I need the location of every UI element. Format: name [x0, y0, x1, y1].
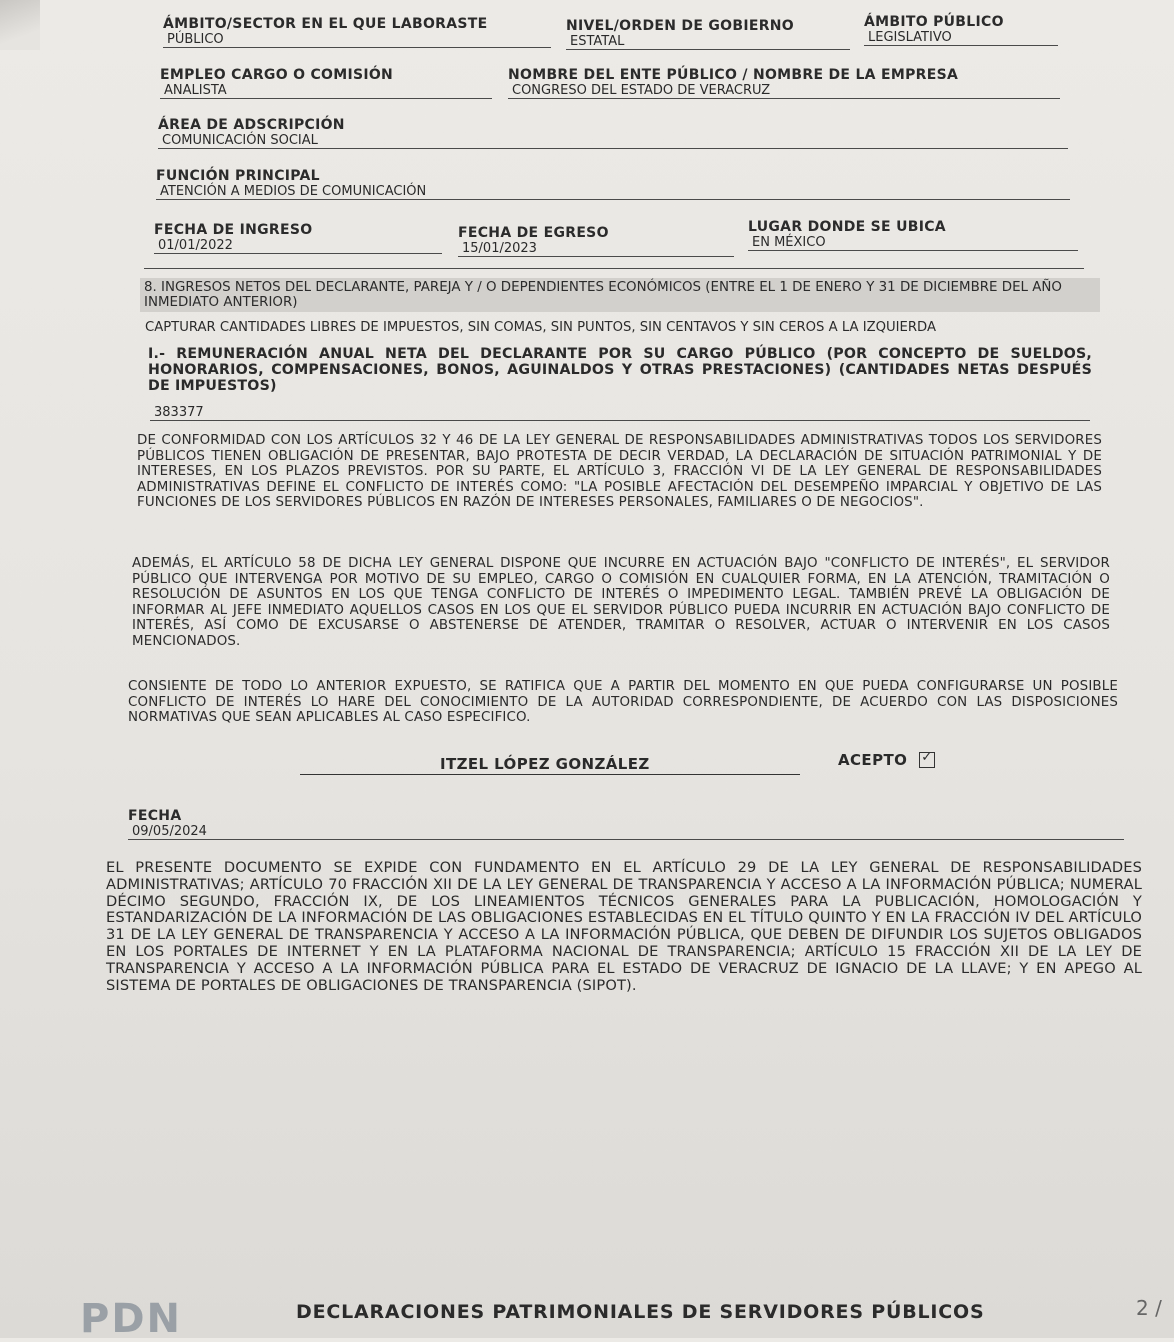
page-fold [0, 0, 40, 50]
field-funcion-principal [156, 168, 1070, 200]
paragraph-ratificacion: CONSIENTE DE TODO LO ANTERIOR EXPUESTO, SE RATIFICA QUE A PARTIR DEL MOMENTO EN QUE PUEDA CONFIGURARSE UN POSIBLE CONFLICTO DE INTERÉS LO HARE DEL CONOCIMIENTO DE LA AUTORIDAD CORRESPONDIENTE, DE ACUERDO CON LAS DISPOSICIONES NORMATIVAS QUE SEAN APLICABLES AL CASO ESPECIFICO. [128, 679, 1118, 726]
section-8-title: 8. INGRESOS NETOS DEL DECLARANTE, PAREJA Y / O DEPENDIENTES ECONÓMICOS (ENTRE EL 1 DE ENERO Y 31 DE DICIEMBRE DEL AÑO INMEDIATO ANTERIOR) [140, 278, 1100, 312]
fecha-ingreso-label: FECHA DE INGRESO [154, 222, 313, 238]
field-fecha-ingreso [154, 222, 442, 254]
nivel-orden-value: ESTATAL [566, 34, 850, 50]
field-ambito-publico [864, 14, 1058, 46]
ambito-publico-value: LEGISLATIVO [864, 30, 1058, 46]
lugar-ubica-value: EN MÉXICO [748, 235, 1078, 251]
field-lugar-ubica [748, 219, 1078, 251]
area-adscripcion-label: ÁREA DE ADSCRIPCIÓN [158, 117, 345, 133]
paragraph-fundamento-legal: EL PRESENTE DOCUMENTO SE EXPIDE CON FUNDAMENTO EN EL ARTÍCULO 29 DE LA LEY GENERAL DE RESPONSABILIDADES ADMINISTRATIVAS; ARTÍCULO 70 FRACCIÓN XII DE LA LEY GENERAL DE TRANSPARENCIA Y ACCESO A LA INFORMACIÓN PÚBLICA; NUMERAL DÉCIMO SEGUNDO, FRACCIÓN IX, DE LOS LINEAMIENTOS TÉCNICOS GENERALES PARA LA PUBLICACIÓN, HOMOLOGACIÓN Y ESTANDARIZACIÓN DE LA INFORMACIÓN DE LAS OBLIGACIONES ESTABLECIDAS EN EL TÍTULO QUINTO Y EN LA FRACCIÓN IV DEL ARTÍCULO 31 DE LA LEY GENERAL DE TRANSPARENCIA Y ACCESO A LA INFORMACIÓN PÚBLICA, QUE DEBEN DE DIFUNDIR LOS SUJETOS OBLIGADOS EN LOS PORTALES DE INTERNET Y EN LA PLATAFORMA NACIONAL DE TRANSPARENCIA; ARTÍCULO 15 FRACCIÓN XII DE LA LEY DE TRANSPARENCIA Y ACCESO A LA INFORMACIÓN PÚBLICA PARA EL ESTADO DE VERACRUZ DE IGNACIO DE LA LLAVE; Y EN APEGO AL SISTEMA DE PORTALES DE OBLIGACIONES DE TRANSPARENCIA (SIPOT). [106, 859, 1142, 994]
pdn-logo: PDN [80, 1296, 182, 1342]
page-number: 2 / [1136, 1296, 1162, 1320]
funcion-principal-label: FUNCIÓN PRINCIPAL [156, 168, 320, 184]
fecha-label: FECHA [128, 808, 182, 824]
paragraph-articulo-58: ADEMÁS, EL ARTÍCULO 58 DE DICHA LEY GENERAL DISPONE QUE INCURRE EN ACTUACIÓN BAJO "CONFLICTO DE INTERÉS", EL SERVIDOR PÚBLICO QUE INTERVENGA POR MOTIVO DE SU EMPLEO, CARGO O COMISIÓN EN CUALQUIER FORMA, EN LA ATENCIÓN, TRAMITACIÓN O RESOLUCIÓN DE ASUNTOS EN LOS QUE TENGA CONFLICTO DE INTERÉS O IMPEDIMENTO LEGAL. TAMBIÉN PREVÉ LA OBLIGACIÓN DE INFORMAR AL JEFE INMEDIATO AQUELLOS CASOS EN LOS QUE EL SERVIDOR PÚBLICO PUEDA INCURRIR EN ACTUACIÓN BAJO CONFLICTO DE INTERÉS, ASÍ COMO DE EXCUSARSE O ABSTENERSE DE ATENDER, TRAMITAR O RESOLVER, ACTUAR O INTERVENIR EN LOS CASOS MENCIONADOS. [132, 556, 1110, 649]
ambito-sector-label: ÁMBITO/SECTOR EN EL QUE LABORASTE [163, 16, 488, 32]
fecha-egreso-label: FECHA DE EGRESO [458, 225, 609, 241]
remuneracion-label: I.- REMUNERACIÓN ANUAL NETA DEL DECLARANTE POR SU CARGO PÚBLICO (POR CONCEPTO DE SUELDOS, HONORARIOS, COMPENSACIONES, BONOS, AGUINALDOS Y OTRAS PRESTACIONES) (CANTIDADES NETAS DESPUÉS DE IMPUESTOS) [148, 346, 1092, 394]
accept-checkbox-icon[interactable] [919, 752, 935, 768]
funcion-principal-value: ATENCIÓN A MEDIOS DE COMUNICACIÓN [156, 184, 1070, 200]
field-fecha [128, 808, 1124, 840]
accept-label: ACEPTO [838, 751, 908, 769]
paragraph-conflicto-definicion: DE CONFORMIDAD CON LOS ARTÍCULOS 32 Y 46 DE LA LEY GENERAL DE RESPONSABILIDADES ADMINISTRATIVAS TODOS LOS SERVIDORES PÚBLICOS TIENEN OBLIGACIÓN DE PRESENTAR, BAJO PROTESTA DE DECIR VERDAD, LA DECLARACIÓN DE SITUACIÓN PATRIMONIAL Y DE INTERESES, EN LOS PLAZOS PREVISTOS. POR SU PARTE, EL ARTÍCULO 3, FRACCIÓN VI DE LA LEY GENERAL DE RESPONSABILIDADES ADMINISTRATIVAS DEFINE EL CONFLICTO DE INTERÉS COMO: "LA POSIBLE AFECTACIÓN DEL DESEMPEÑO IMPARCIAL Y OBJETIVO DE LAS FUNCIONES DE LOS SERVIDORES PÚBLICOS EN RAZÓN DE INTERESES PERSONALES, FAMILIARES O DE NEGOCIOS". [137, 433, 1102, 511]
field-ambito-sector [163, 16, 551, 48]
capture-note: CAPTURAR CANTIDADES LIBRES DE IMPUESTOS, SIN COMAS, SIN PUNTOS, SIN CENTAVOS Y SIN CEROS A LA IZQUIERDA [145, 320, 936, 335]
field-empleo-cargo [160, 67, 492, 99]
field-ente-publico [508, 67, 1060, 99]
remuneracion-value: 383377 [150, 405, 1090, 421]
field-nivel-orden [566, 18, 850, 50]
lugar-ubica-label: LUGAR DONDE SE UBICA [748, 219, 946, 235]
fecha-ingreso-value: 01/01/2022 [154, 238, 442, 254]
ente-publico-value: CONGRESO DEL ESTADO DE VERACRUZ [508, 83, 1060, 99]
area-adscripcion-value: COMUNICACIÓN SOCIAL [158, 133, 1068, 149]
field-remuneracion [150, 405, 1090, 421]
signature-line [300, 774, 800, 775]
empleo-cargo-label: EMPLEO CARGO O COMISIÓN [160, 67, 394, 83]
field-fecha-egreso [458, 225, 734, 257]
nivel-orden-label: NIVEL/ORDEN DE GOBIERNO [566, 18, 795, 34]
ente-publico-label: NOMBRE DEL ENTE PÚBLICO / NOMBRE DE LA EMPRESA [508, 67, 959, 83]
footer-title: DECLARACIONES PATRIMONIALES DE SERVIDORES PÚBLICOS [296, 1301, 985, 1323]
ambito-publico-label: ÁMBITO PÚBLICO [864, 14, 1004, 30]
accept-control[interactable] [838, 751, 935, 769]
divider [144, 268, 1084, 269]
empleo-cargo-value: ANALISTA [160, 83, 492, 99]
fecha-value: 09/05/2024 [128, 824, 1124, 840]
field-area-adscripcion [158, 117, 1068, 149]
signer-name: ITZEL LÓPEZ GONZÁLEZ [440, 755, 650, 773]
ambito-sector-value: PÚBLICO [163, 32, 551, 48]
fecha-egreso-value: 15/01/2023 [458, 241, 734, 257]
